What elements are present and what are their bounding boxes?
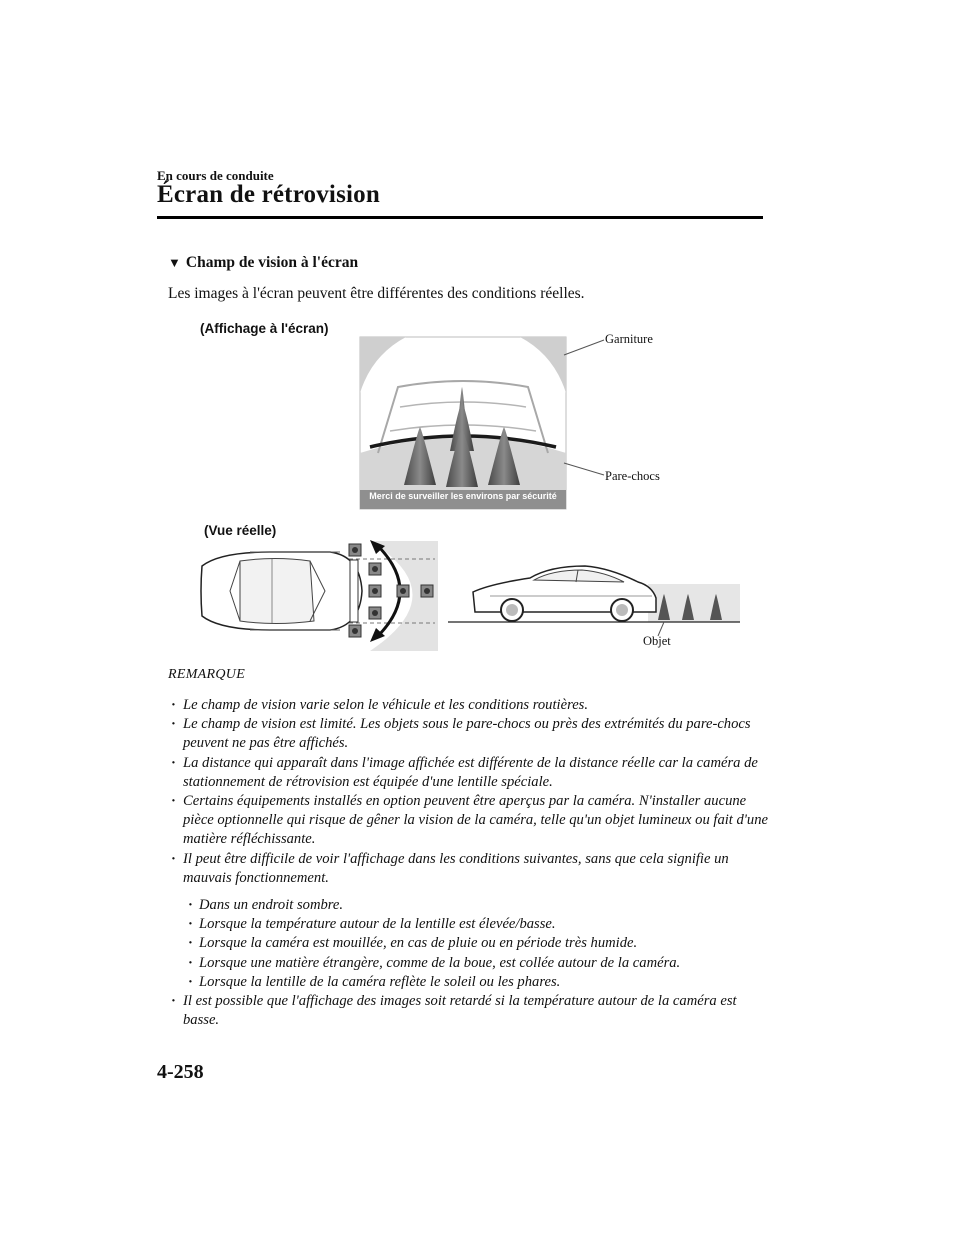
sub-list-item: · Lorsque la caméra est mouillée, en cas de pluie ou en période très humide. <box>168 934 768 953</box>
real-view-caption: (Vue réelle) <box>204 523 277 538</box>
remarque-list <box>168 696 768 1030</box>
car-side-view <box>473 566 656 621</box>
triangle-marker-icon: ▼ <box>168 255 181 270</box>
section-label: En cours de conduite <box>157 168 274 183</box>
subheading-text: Champ de vision à l'écran <box>185 254 359 271</box>
sub-list-item: · Lorsque la température autour de la lentille est élevée/basse. <box>168 915 768 934</box>
page-number: 4-258 <box>157 1061 204 1083</box>
trim-label: Garniture <box>605 332 653 346</box>
list-item: · Il est possible que l'affichage des images soit retardé si la température autour de la caméra est basse. <box>168 992 768 1030</box>
list-item: · La distance qui apparaît dans l'image affichée est différente de la distance réelle car la caméra de stationnement de rétrovision est équipée d'une lentille spéciale. <box>168 754 768 792</box>
screen-banner-text: Merci de surveiller les environs par sécurité <box>369 491 557 501</box>
sub-list <box>168 896 768 992</box>
sub-list-item: · Lorsque la lentille de la caméra reflète le soleil ou les phares. <box>168 973 768 992</box>
remarque-title: REMARQUE <box>168 667 246 682</box>
list-item: · Le champ de vision varie selon le véhicule et les conditions routières. <box>168 696 768 715</box>
list-item: · Le champ de vision est limité. Les objets sous le pare-chocs ou près des extrémités du pare-chocs peuvent ne pas être affichés. <box>168 715 768 753</box>
intro-text: Les images à l'écran peuvent être différentes des conditions réelles. <box>168 285 585 302</box>
screen-display-caption: (Affichage à l'écran) <box>200 321 329 336</box>
list-item: · Il peut être difficile de voir l'affichage dans les conditions suivantes, sans que cela signifie un mauvais fonctionnement. <box>168 850 768 888</box>
list-item: · Certains équipements installés en option peuvent être aperçus par la caméra. N'installer aucune pièce optionnelle qui risque de gêner la vision de la caméra, telle qu'un objet lumineux ou fait d'une matière réfléchissante. <box>168 792 768 850</box>
sub-list-item: · Dans un endroit sombre. <box>168 896 768 915</box>
sub-list-item: · Lorsque une matière étrangère, comme de la boue, est collée autour de la caméra. <box>168 954 768 973</box>
car-top-view <box>201 552 362 630</box>
title-divider <box>157 216 763 219</box>
bumper-label: Pare-chocs <box>605 469 660 483</box>
subheading <box>168 254 358 272</box>
object-label: Objet <box>643 634 671 648</box>
camera-screen-illustration <box>358 335 608 510</box>
page-title: Écran de rétrovision <box>157 181 380 208</box>
